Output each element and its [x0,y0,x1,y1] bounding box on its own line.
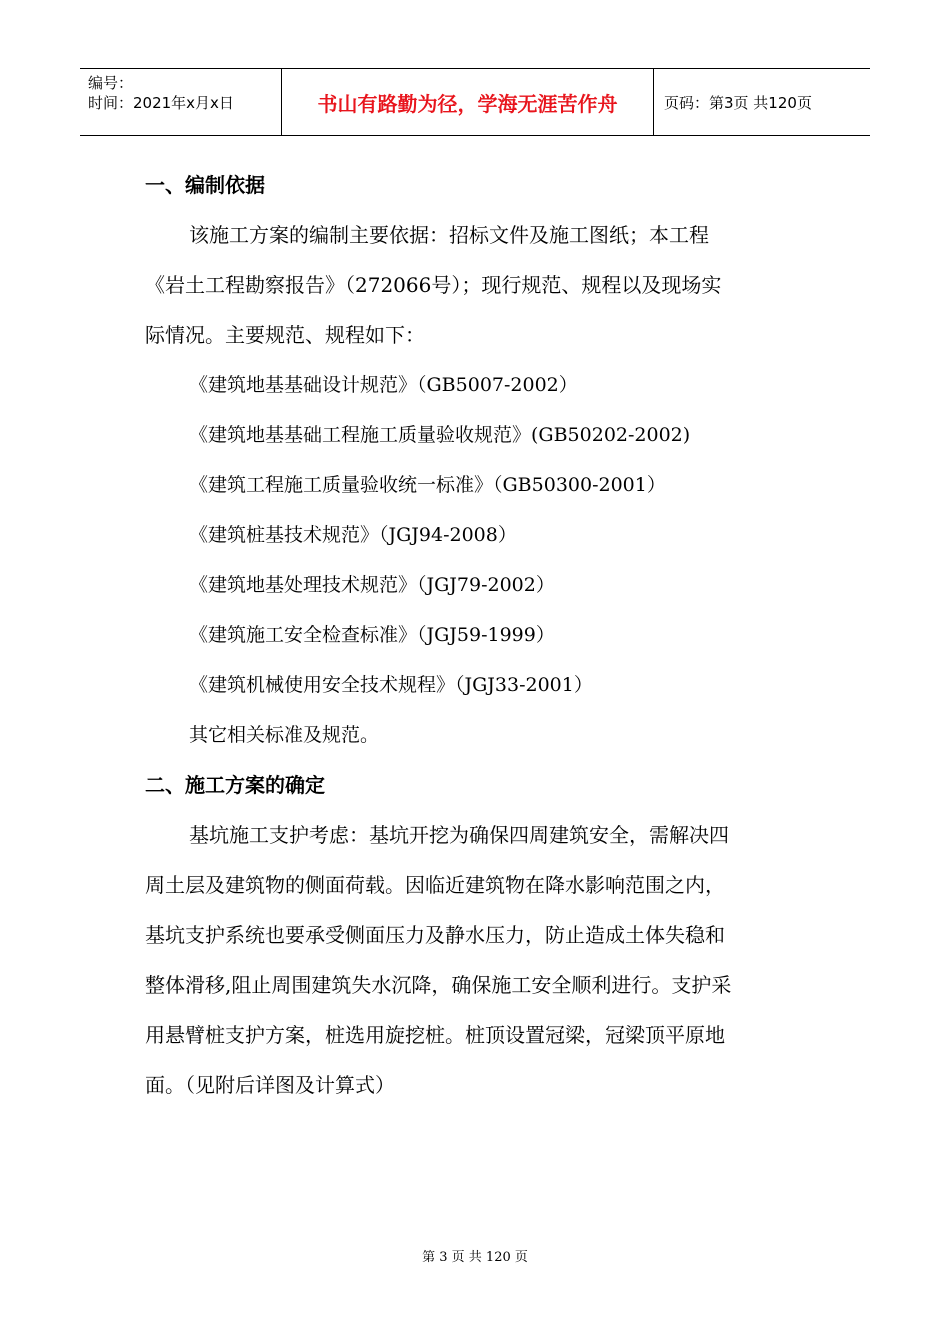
section-heading-plan: 二、施工方案的确定 [145,773,325,797]
header-page-info: 页码：第3页 共120页 [664,93,812,112]
plan-paragraph [145,810,810,1110]
standard-item: 《建筑工程施工质量验收统一标准》（GB50300-2001） [189,474,666,496]
document-date: 时间：2021年x月x日 [88,94,234,112]
header-meta [80,69,282,135]
paragraph-line: 《岩土工程勘察报告》（272066号）；现行规范、规程以及现场实 [145,273,722,297]
standard-item: 《建筑地基处理技术规范》（JGJ79-2002） [189,574,555,596]
paragraph-line: 基坑施工支护考虑：基坑开挖为确保四周建筑安全，需解决四 [189,823,729,847]
document-number-label: 编号： [88,74,134,92]
section-heading-basis: 一、编制依据 [145,173,265,197]
standards-list [145,360,810,760]
paragraph-line: 基坑支护系统也要承受侧面压力及静水压力，防止造成土体失稳和 [145,923,725,947]
standard-item: 《建筑桩基技术规范》（JGJ94-2008） [189,524,517,546]
page-footer: 第 3 页 共 120 页 [422,1250,528,1265]
paragraph-line: 周土层及建筑物的侧面荷载。因临近建筑物在降水影响范围之内， [145,873,725,897]
standard-item: 其它相关标准及规范。 [189,724,380,746]
paragraph-line: 整体滑移,阻止周围建筑失水沉降，确保施工安全顺利进行。支护采 [145,973,732,997]
paragraph-line: 际情况。主要规范、规程如下： [145,323,425,347]
page-header [80,68,870,136]
standard-item: 《建筑施工安全检查标准》（JGJ59-1999） [189,624,555,646]
header-motto: 书山有路勤为径，学海无涯苦作舟 [282,69,654,135]
standard-item: 《建筑地基基础设计规范》（GB5007-2002） [189,374,578,396]
standard-item: 《建筑地基基础工程施工质量验收规范》(GB50202-2002) [189,424,691,446]
standard-item: 《建筑机械使用安全技术规程》（JGJ33-2001） [189,674,593,696]
paragraph-line: 面。（见附后详图及计算式） [145,1073,395,1097]
basis-paragraph [145,210,810,360]
document-body [145,160,810,1110]
paragraph-line: 用悬臂桩支护方案，桩选用旋挖桩。桩顶设置冠梁，冠梁顶平原地 [145,1023,725,1047]
paragraph-line: 该施工方案的编制主要依据：招标文件及施工图纸；本工程 [189,223,709,247]
